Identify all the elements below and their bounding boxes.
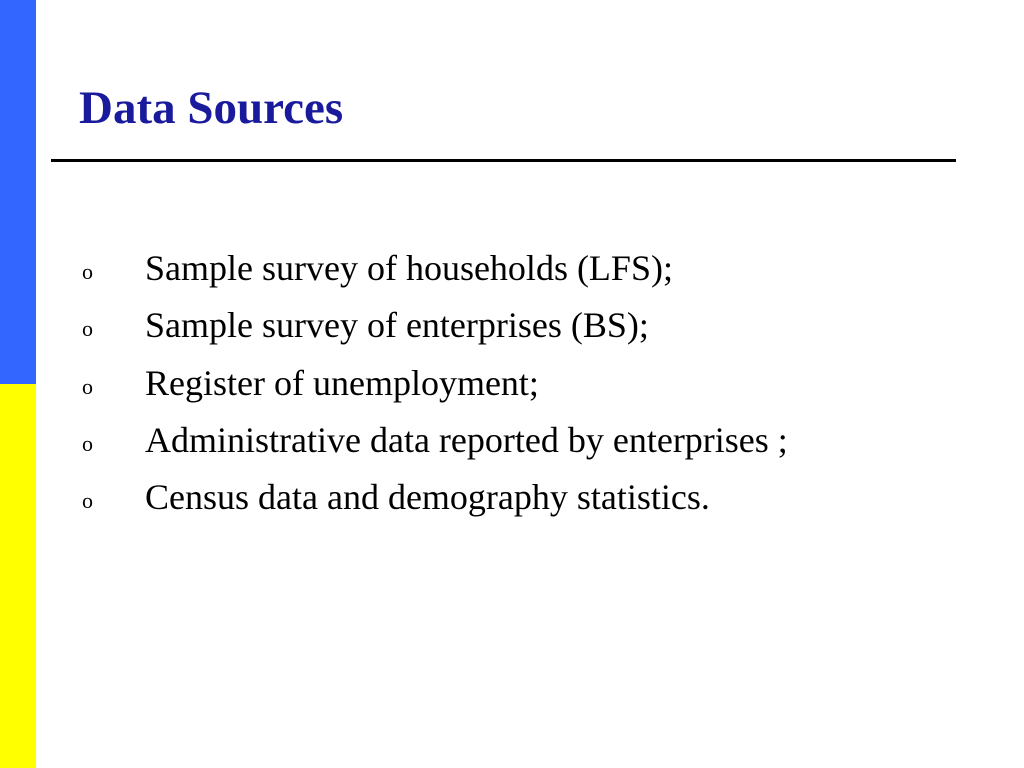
- bullet-item: [0, 297, 900, 354]
- bullet-text: Sample survey of enterprises (BS);: [145, 305, 649, 346]
- bullet-text: Census data and demography statistics.: [145, 477, 710, 518]
- title-underline-rule: [51, 159, 956, 162]
- bullet-item: [0, 240, 900, 297]
- slide-title: Data Sources: [79, 82, 344, 134]
- bullet-circle-icon: o: [82, 373, 93, 399]
- bullet-text: Sample survey of households (LFS);: [145, 248, 673, 288]
- bullet-item: [0, 412, 900, 469]
- bullet-circle-icon: o: [82, 488, 93, 514]
- bullet-item: [0, 355, 900, 412]
- bullet-circle-icon: o: [82, 430, 93, 456]
- bullet-text: Administrative data reported by enterprises ;: [145, 419, 788, 460]
- bullet-item: [0, 469, 900, 526]
- bullet-list: [0, 240, 900, 526]
- bullet-text: Register of unemployment;: [145, 362, 539, 403]
- bullet-circle-icon: o: [82, 316, 93, 342]
- bullet-circle-icon: o: [82, 259, 93, 284]
